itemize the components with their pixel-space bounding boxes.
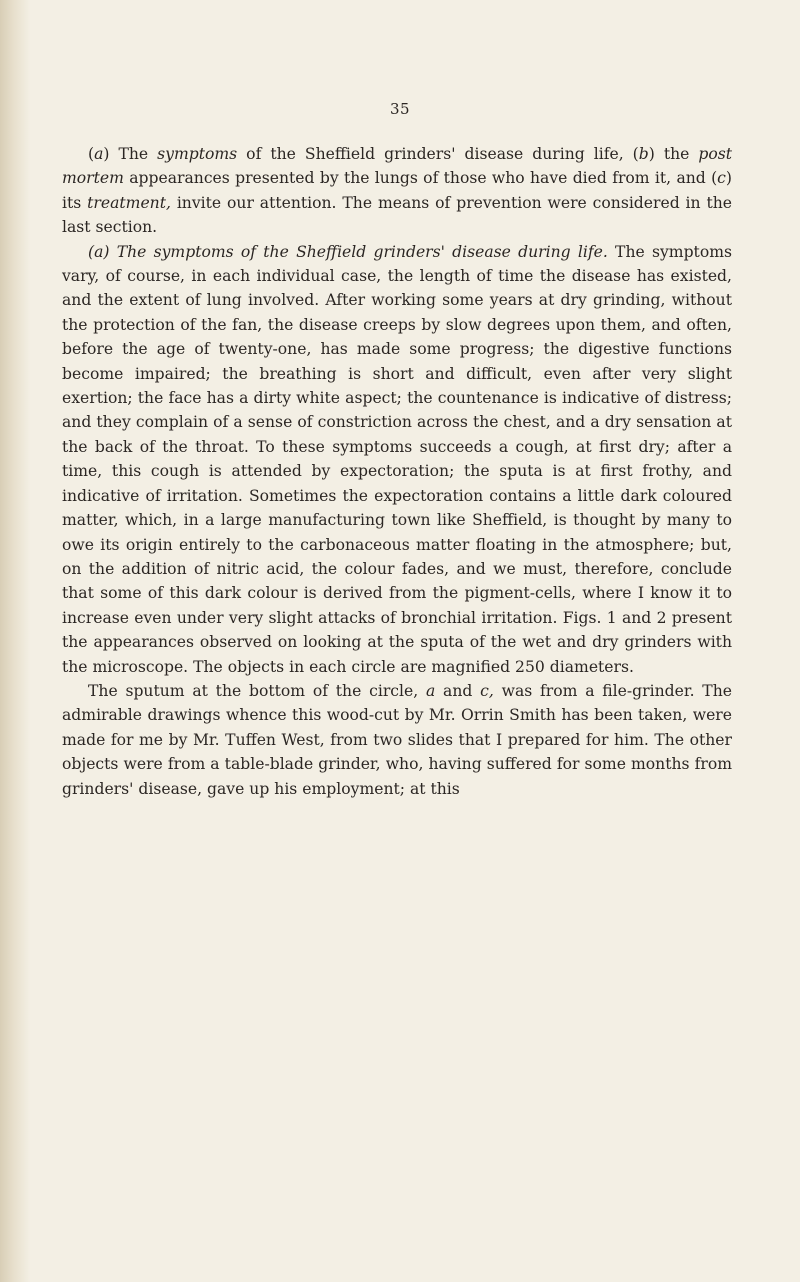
text-run: of the Sheffield grinders' disease during life, ( — [237, 145, 639, 163]
italic-run: c, — [480, 681, 494, 700]
text-run: was from a file-grinder. The admirable drawings whence this wood-cut by Mr. Orrin Smith has been taken, were made for me by Mr. Tuffen West, from two slides that I prepared for him. The other objects were from a table-blade grinder, who, having suffered for some months from grinders' disease, gave up his employment; at this — [62, 681, 732, 798]
text-run: ) its — [62, 169, 732, 212]
text-run: The sputum at the bottom of the circle, — [88, 681, 426, 700]
text-run: ) the — [648, 145, 699, 163]
page-edge-shadow — [0, 0, 30, 1282]
italic-run: post mortem — [62, 145, 732, 188]
italic-run: (a) The symptoms of the Sheffield grinders' disease during life. — [88, 242, 608, 261]
italic-run: a — [425, 681, 436, 700]
italic-run: symptoms — [157, 145, 238, 163]
italic-run: b — [638, 145, 649, 163]
italic-run: a — [94, 145, 104, 163]
text-run: ) The — [103, 145, 158, 163]
italic-run: c — [717, 169, 726, 188]
text-run: ( — [88, 145, 95, 163]
text-run: appearances presented by the lungs of those who have died from it, and ( — [123, 169, 718, 188]
text-run: The symptoms vary, of course, in each individual case, the length of time the disease has existed, and the extent of lung involved. After working some years at dry grinding, without the protection of the fan, the disease creeps by slow degrees upon them, and often, before the age of twenty-one, has made some progress; the digestive functions become impaired; the breathing is short and difficult, even after very slight exertion; the face has a dirty white aspect; the countenance is indicative of distress; and they complain of a sense of constriction across the chest, and a dry sensation at the back of the throat. To these symptoms succeeds a cough, at first dry; after a time, this cough is attended by expectoration; the sputa is at first frothy, and indicative of irritation. Sometimes the expectoration contains a little dark coloured matter, which, in a large manufacturing town like Sheffield, is thought by many to owe its origin entirely to the carbonaceous matter floating in the atmosphere; but, on the addition of nitric acid, the colour fades, and we must, therefore, conclude that some of this dark colour is derived from the pigment-cells, where I know it to increase even under very slight attacks of bronchial irritation. Figs. 1 and 2 present the appearances observed on looking at the sputa of the wet and dry grinders with the microscope. The objects in each circle are magnified 250 diameters. — [62, 242, 732, 676]
text-run: invite our attention. The means of prevention were considered in the last section. — [62, 193, 733, 237]
page-number: 35 — [389, 100, 411, 118]
text-run: and — [435, 681, 481, 700]
paragraph-symptoms — [62, 240, 732, 679]
body-text — [62, 142, 732, 801]
paragraph-sputum — [62, 679, 732, 801]
book-page — [60, 0, 740, 1282]
paragraph-intro — [62, 142, 732, 240]
italic-run: treatment, — [87, 193, 171, 212]
